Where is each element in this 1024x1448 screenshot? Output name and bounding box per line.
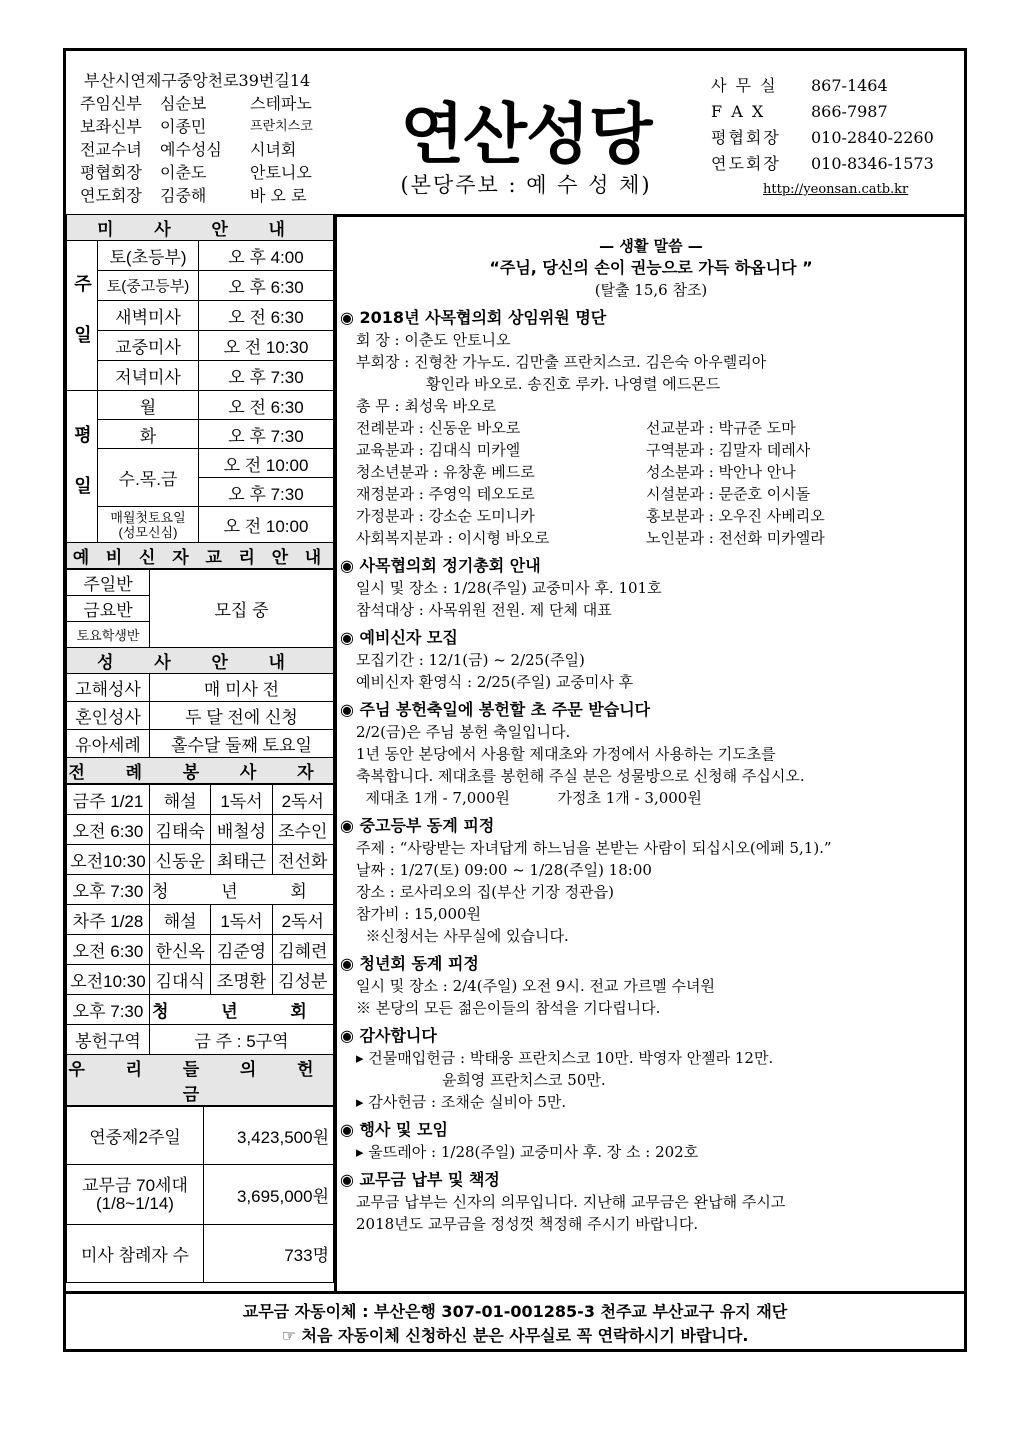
header-contacts (711, 73, 934, 203)
sacrament-name: 고해성사 (67, 674, 150, 702)
committee-line: 회 장 : 이춘도 안토니오 (356, 331, 511, 349)
section-line: 2018년도 교무금을 정성껏 책정해 주시기 바랍니다. (356, 1215, 699, 1233)
left-column (66, 214, 337, 1291)
donation-name: 미사 참례자 수 (67, 1225, 204, 1283)
mass-name: 수.목.금 (98, 449, 199, 507)
server-cell: 조수인 (272, 815, 333, 845)
donation-name: 교무금 70세대 (1/8~1/14) (67, 1165, 204, 1225)
staff-row: 전교수녀 예수성심 시녀회 (80, 140, 297, 159)
donation-value: 3,423,500원 (204, 1107, 334, 1165)
server-cell: 김혜련 (272, 935, 333, 965)
section-line: 모집기간 : 12/1(금) ~ 2/25(주일) (356, 651, 585, 669)
section-line: ▸ 감사헌금 : 조채순 실비아 5만. (356, 1093, 567, 1111)
donation-name: 연중제2주일 (67, 1107, 204, 1165)
catechumen-status: 모집 중 (150, 570, 334, 648)
committee-pair: 청소년분과 : 유창훈 베드로 성소분과 : 박안나 안나 (356, 463, 796, 481)
mass-time: 오 후 7:30 (199, 361, 334, 391)
section-line: 일시 및 장소 : 1/28(주일) 교중미사 후. 101호 (356, 579, 662, 597)
section-line: ※신청서는 사무실에 있습니다. (356, 927, 569, 945)
server-head: 금주 1/21 (67, 785, 150, 815)
committee-pair: 가정분과 : 강소순 도미니카 홍보분과 : 오우진 사베리오 (356, 507, 825, 525)
section-line: 주제 : “사랑받는 자녀답게 하느님을 본받는 사람이 되십시오(에페 5,1).” (356, 839, 832, 857)
server-head: 1독서 (211, 905, 272, 935)
section-title: ◉ 주님 봉헌축일에 봉헌할 초 주문 받습니다 (340, 700, 651, 719)
staff-row: 연도회장 김중해 바 오 로 (80, 186, 307, 205)
server-cell: 김태숙 (150, 815, 211, 845)
word-heading: — 생활 말씀 — (599, 237, 703, 255)
offering-value: 금 주 : 5구역 (150, 1025, 334, 1055)
mass-time: 오 전 10:00 (199, 507, 334, 543)
server-cell: 청 년 회 (150, 995, 334, 1025)
section-line: 날짜 : 1/27(토) 09:00 ~ 1/28(주일) 18:00 (356, 861, 652, 879)
mass-name: 매월첫토요일 (성모신심) (98, 507, 199, 543)
header (66, 51, 964, 217)
committee-pair: 사회복지분과 : 이시형 바오로 노인분과 : 전선화 미카엘라 (356, 529, 825, 547)
committee-title: ◉ 2018년 사목협의회 상임위원 명단 (340, 308, 607, 327)
catechumen-title: 예 비 신 자 교 리 안 내 (67, 543, 334, 569)
server-cell: 오전 6:30 (67, 815, 150, 845)
section-line: ※ 본당의 모든 젊은이들의 참석을 기다립니다. (356, 999, 661, 1017)
address: 부산시연제구중앙천로39번길14 (84, 71, 311, 90)
server-head: 2독서 (272, 785, 333, 815)
class-name: 주일반 (67, 570, 150, 596)
section-line: 2/2(금)은 주님 봉헌 축일입니다. (356, 723, 571, 741)
word-quote: “주님, 당신의 손이 권능으로 가득 하옵니다 ” (489, 258, 813, 277)
server-cell: 한신옥 (150, 935, 211, 965)
committee-pair: 재정분과 : 주영익 테오도로 시설분과 : 문준호 이시돌 (356, 485, 811, 503)
section-line: 윤희영 프란치스코 50만. (356, 1071, 606, 1089)
parish-title: 연산성당 (400, 96, 652, 173)
server-cell: 최태근 (211, 845, 272, 875)
section-line: ▸ 건물매입헌금 : 박태웅 프란치스코 10만. 박영자 안젤라 12만. (356, 1049, 774, 1067)
mass-time: 오 전 6:30 (199, 301, 334, 331)
mass-name: 저녁미사 (98, 361, 199, 391)
staff-row: 주임신부 심순보 스테파노 (80, 94, 312, 113)
section-line: 제대초 1개 - 7,000원 가정초 1개 - 3,000원 (356, 789, 702, 807)
sacrament-name: 혼인성사 (67, 702, 150, 730)
server-head: 1독서 (211, 785, 272, 815)
class-name: 금요반 (67, 596, 150, 622)
server-cell: 전선화 (272, 845, 333, 875)
website-link[interactable]: http://yeonsan.catb.kr (763, 182, 909, 197)
section-line: 참석대상 : 사목위원 전원. 제 단체 대표 (356, 601, 612, 619)
server-cell: 청 년 회 (150, 875, 334, 905)
server-head: 차주 1/28 (67, 905, 150, 935)
section-line: 장소 : 로사리오의 집(부산 기장 정관읍) (356, 883, 614, 901)
word-ref: (탈출 15,6 참조) (594, 281, 708, 299)
sunday-label: 주 일 (67, 241, 98, 391)
header-left (80, 69, 313, 207)
committee-line: 황인라 바오로. 송진호 루카. 나영렬 에드몬드 (426, 375, 721, 393)
section-title: ◉ 감사합니다 (340, 1026, 437, 1045)
sacrament-desc: 두 달 전에 신청 (150, 702, 334, 730)
server-head: 해설 (150, 785, 211, 815)
server-cell: 김준영 (211, 935, 272, 965)
mass-time: 오 전 10:30 (199, 331, 334, 361)
contact-row: 평협회장 010-2840-2260 (711, 128, 934, 147)
staff-row: 보좌신부 이종민 프란치스코 (80, 117, 313, 136)
mass-name: 토(초등부) (98, 241, 199, 271)
staff-row: 평협회장 이춘도 안토니오 (80, 163, 312, 182)
section-line: 교무금 납부는 신자의 의무입니다. 지난해 교무금은 완납해 주시고 (356, 1193, 786, 1211)
section-title: ◉ 예비신자 모집 (340, 628, 458, 647)
living-word (340, 235, 962, 301)
server-cell: 조명환 (211, 965, 272, 995)
committee-line: 부회장 : 진형찬 가누도. 김만출 프란치스코. 김은숙 아우렐리아 (356, 353, 767, 371)
server-cell: 오후 7:30 (67, 875, 150, 905)
server-cell: 오후 7:30 (67, 995, 150, 1025)
server-cell: 김성분 (272, 965, 333, 995)
server-cell: 배철성 (211, 815, 272, 845)
mass-time: 오 후 7:30 (199, 478, 334, 507)
donations-title: 우 리 들 의 헌 금 (67, 1055, 334, 1106)
section-title: ◉ 청년회 동계 피정 (340, 954, 479, 973)
footer-note: ☞ 처음 자동이체 신청하신 분은 사무실로 꼭 연락하시기 바랍니다. (281, 1326, 749, 1345)
bulletin-frame (63, 48, 967, 1352)
server-cell: 오전10:30 (67, 845, 150, 875)
weekday-label: 평 일 (67, 391, 98, 543)
committee-pair: 전례분과 : 신동운 바오로 선교분과 : 박규준 도마 (356, 419, 796, 437)
server-cell: 신동운 (150, 845, 211, 875)
mass-name: 새벽미사 (98, 301, 199, 331)
mass-name: 월 (98, 391, 199, 420)
servers-table (66, 784, 334, 1106)
section-line: 1년 동안 본당에서 사용할 제대초와 가정에서 사용하는 기도초를 (356, 745, 776, 763)
sacrament-desc: 매 미사 전 (150, 674, 334, 702)
sacrament-name: 유아세례 (67, 730, 150, 758)
server-head: 해설 (150, 905, 211, 935)
server-head: 2독서 (272, 905, 333, 935)
catechumen-table (66, 569, 334, 784)
parish-subtitle: (본당주보 : 예 수 성 체) (400, 173, 652, 197)
mass-table (66, 214, 334, 569)
mass-time: 오 전 10:00 (199, 449, 334, 478)
server-cell: 김대식 (150, 965, 211, 995)
committee-pair: 교육분과 : 김대식 미카엘 구역분과 : 김말자 데레사 (356, 441, 811, 459)
mass-time: 오 전 6:30 (199, 391, 334, 420)
section-line: 참가비 : 15,000원 (356, 905, 482, 923)
right-column (340, 217, 962, 1235)
mass-name: 교중미사 (98, 331, 199, 361)
mass-name: 화 (98, 420, 199, 449)
donation-value: 733명 (204, 1225, 334, 1283)
sacrament-desc: 홀수달 둘째 토요일 (150, 730, 334, 758)
server-cell: 오전10:30 (67, 965, 150, 995)
section-line: 일시 및 장소 : 2/4(주일) 오전 9시. 전교 가르멜 수녀원 (356, 977, 715, 995)
server-cell: 오전 6:30 (67, 935, 150, 965)
section-line: 예비신자 환영식 : 2/25(주일) 교중미사 후 (356, 673, 634, 691)
mass-time: 오 후 6:30 (199, 271, 334, 301)
footer (66, 1291, 964, 1349)
mass-time: 오 후 7:30 (199, 420, 334, 449)
offering-label: 봉헌구역 (67, 1025, 150, 1055)
section-title: ◉ 교무금 납부 및 책정 (340, 1170, 500, 1189)
mass-name: 토(중고등부) (98, 271, 199, 301)
mass-time: 오 후 4:00 (199, 241, 334, 271)
section-title: ◉ 사목협의회 정기총회 안내 (340, 556, 541, 575)
class-name: 토요학생반 (67, 622, 150, 648)
section-title: ◉ 중고등부 동계 피정 (340, 816, 495, 835)
sacraments-title: 성 사 안 내 (67, 648, 334, 674)
contact-row: F A X 866-7987 (711, 102, 888, 121)
contact-row: 연도회장 010-8346-1573 (711, 154, 934, 173)
footer-bank: 교무금 자동이체 : 부산은행 307-01-001285-3 천주교 부산교구 유지 재단 (242, 1302, 788, 1321)
donation-value: 3,695,000원 (204, 1165, 334, 1225)
section-title: ◉ 행사 및 모임 (340, 1120, 448, 1139)
servers-title: 전 례 봉 사 자 (67, 758, 334, 784)
mass-title: 미 사 안 내 (67, 215, 334, 241)
donations-table (66, 1106, 334, 1283)
section-line: 축복합니다. 제대초를 봉헌해 주실 분은 성물방으로 신청해 주십시오. (356, 767, 805, 785)
committee-line: 총 무 : 최성욱 바오로 (356, 397, 497, 415)
contact-row: 사 무 실 867-1464 (711, 76, 888, 95)
section-line: ▸ 울뜨레아 : 1/28(주일) 교중미사 후. 장 소 : 202호 (356, 1143, 699, 1161)
